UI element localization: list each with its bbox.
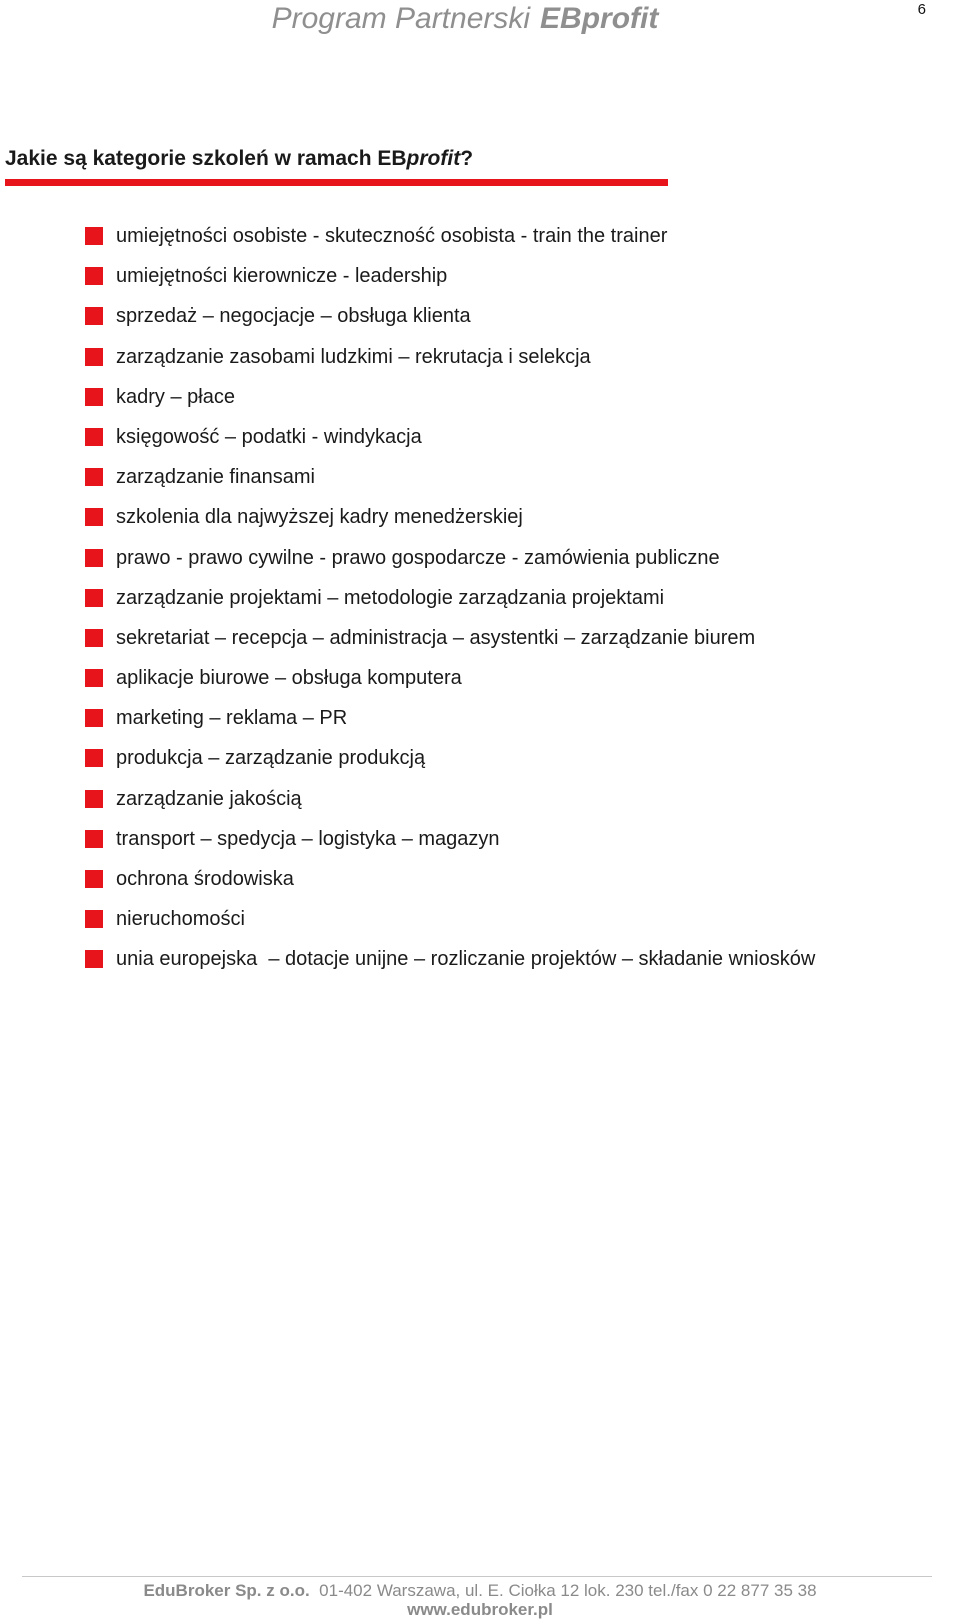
square-bullet-icon [85,870,103,888]
square-bullet-icon [85,950,103,968]
square-bullet-icon [85,830,103,848]
list-item [85,907,815,947]
square-bullet-icon [85,589,103,607]
footer-company-name: EduBroker Sp. z o.o. [143,1581,310,1600]
list-item [85,787,815,827]
category-label: księgowość – podatki - windykacja [116,425,422,448]
list-item [85,224,815,264]
header-title-prefix: Program Partnerski [271,2,531,35]
list-item [85,947,815,987]
category-label: produkcja – zarządzanie produkcją [116,747,426,770]
square-bullet-icon [85,307,103,325]
square-bullet-icon [85,267,103,285]
square-bullet-icon [85,669,103,687]
category-label: umiejętności kierownicze - leadership [116,265,448,288]
training-category-list [85,224,815,988]
category-label: nieruchomości [116,908,245,931]
list-item [85,345,815,385]
category-label: marketing – reklama – PR [116,707,348,730]
page-number: 6 [917,1,926,18]
list-item [85,264,815,304]
square-bullet-icon [85,910,103,928]
footer-divider [22,1576,932,1577]
category-label: prawo - prawo cywilne - prawo gospodarcze - zamówienia publiczne [116,546,720,569]
footer-website-link[interactable]: www.edubroker.pl [407,1600,553,1619]
page-header-title [0,2,930,36]
list-item [85,546,815,586]
square-bullet-icon [85,348,103,366]
category-label: unia europejska – dotacje unijne – rozliczanie projektów – składanie wniosków [116,948,816,971]
list-item [85,666,815,706]
heading-text-end: ? [460,147,474,170]
category-label: transport – spedycja – logistyka – magazyn [116,827,500,850]
square-bullet-icon [85,790,103,808]
category-label: zarządzanie jakością [116,787,302,810]
square-bullet-icon [85,508,103,526]
category-label: kadry – płace [116,385,235,408]
list-item [85,626,815,666]
list-item [85,385,815,425]
category-label: ochrona środowiska [116,868,294,890]
category-label: sekretariat – recepcja – administracja – asystentki – zarządzanie biurem [116,626,756,649]
list-item [85,505,815,545]
square-bullet-icon [85,749,103,767]
list-item [85,304,815,344]
category-label: aplikacje biurowe – obsługa komputera [116,667,462,690]
square-bullet-icon [85,428,103,446]
heading-underline-bar [5,179,668,186]
square-bullet-icon [85,709,103,727]
heading-text-italic: profit [406,147,461,170]
header-title-brand: EBprofit [540,2,659,35]
category-label: umiejętności osobiste - skuteczność osobista - train the trainer [116,225,668,247]
list-item [85,746,815,786]
list-item [85,425,815,465]
square-bullet-icon [85,549,103,567]
list-item [85,867,815,907]
list-item [85,827,815,867]
category-label: zarządzanie projektami – metodologie zarządzania projektami [116,586,665,609]
square-bullet-icon [85,629,103,647]
list-item [85,706,815,746]
footer-address: 01-402 Warszawa, ul. E. Ciołka 12 lok. 230 tel./fax 0 22 877 35 38 [319,1581,817,1600]
list-item [85,465,815,505]
square-bullet-icon [85,388,103,406]
category-label: zarządzanie finansami [116,466,315,489]
square-bullet-icon [85,227,103,245]
footer-address-line [0,1581,960,1601]
category-label: sprzedaż – negocjacje – obsługa klienta [116,305,471,328]
section-heading [5,147,473,171]
category-label: szkolenia dla najwyższej kadry menedżerskiej [116,506,523,529]
list-item [85,586,815,626]
square-bullet-icon [85,468,103,486]
category-label: zarządzanie zasobami ludzkimi – rekrutacja i selekcja [116,345,591,368]
heading-text-main: Jakie są kategorie szkoleń w ramach EB [5,147,407,170]
